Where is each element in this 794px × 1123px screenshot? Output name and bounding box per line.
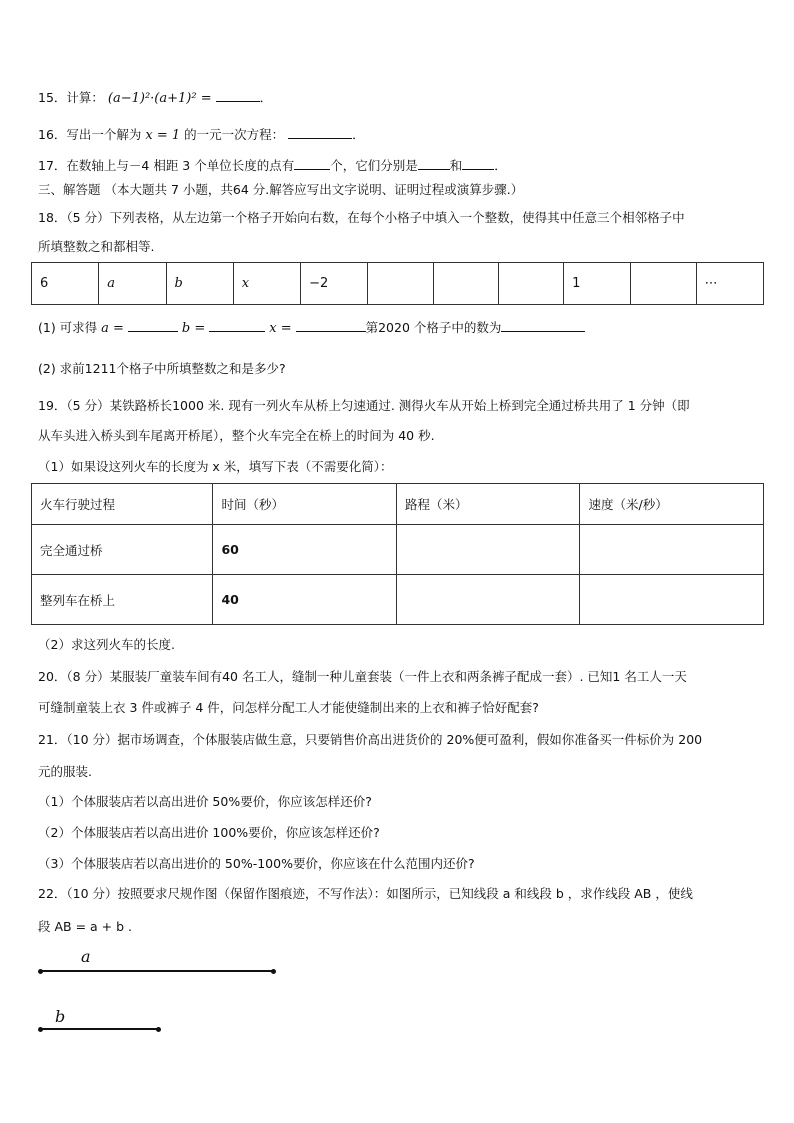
section-3-heading: 三、解答题 （本大题共 7 小题，共64 分.解答应写出文字说明、证明过程或演算步骤.） (38, 182, 524, 197)
question-15 (38, 89, 272, 107)
q18-a-blank[interactable] (128, 319, 178, 332)
q16-mid: 的一元一次方程： (184, 127, 285, 142)
q15-suffix: ． (259, 90, 273, 105)
q18-b-blank[interactable] (209, 319, 265, 332)
q18-part-1 (38, 319, 585, 337)
segment-a (40, 970, 274, 972)
q18-part1-b: b = (181, 321, 206, 336)
segment-b (40, 1028, 158, 1030)
q21-line-2: 元的服装. (38, 764, 92, 779)
segment-a-end-point (271, 969, 276, 974)
train-table (31, 483, 764, 625)
row-on-bridge-speed[interactable] (580, 575, 764, 625)
q18-2020-blank[interactable] (501, 319, 585, 332)
table-row (32, 575, 764, 625)
q17-suffix: ． (494, 158, 507, 173)
segment-b-end-point (156, 1027, 161, 1032)
q16-answer-blank[interactable] (288, 126, 352, 139)
question-16 (38, 126, 365, 144)
sequence-row (32, 263, 764, 305)
q19-line-2: 从车头进入桥头到车尾离开桥尾），整个火车完全在桥上的时间为 40 秒. (38, 428, 435, 443)
q16-suffix: ． (352, 127, 365, 142)
q16-prefix: 16．写出一个解为 (38, 127, 142, 142)
q22-line-1: 22．（10 分）按照要求尺规作图（保留作图痕迹，不写作法）：如图所示，已知线段 a 和线段 b ，求作线段 AB ，使线 (38, 886, 693, 901)
seq-cell-5[interactable]: −2 (301, 263, 368, 305)
row-on-bridge-process: 整列车在桥上 (32, 575, 213, 625)
q16-condition: x = 1 (145, 128, 181, 143)
q18-part1-tail: 第2020 个格子中的数为 (365, 320, 502, 335)
q15-expression: (a−1)²·(a+1)² = (107, 91, 212, 106)
seq-cell-2[interactable]: a (99, 263, 166, 305)
q21-part-3: （3）个体服装店若以高出进价的 50%-100%要价，你应该在什么范围内还价? (38, 856, 475, 871)
q19-part-1: （1）如果设这列火车的长度为 x 米，填写下表（不需要化简）： (38, 459, 393, 474)
segment-b-label: b (55, 1007, 66, 1026)
seq-cell-3[interactable]: b (166, 263, 233, 305)
q18-part1-a: a = (101, 321, 124, 336)
header-distance: 路程（米） (396, 484, 580, 525)
seq-cell-11: ⋯ (696, 263, 763, 305)
question-17 (38, 157, 507, 174)
row-pass-bridge-time: 60 (213, 525, 397, 575)
seq-cell-9[interactable]: 1 (564, 263, 631, 305)
seq-cell-1[interactable]: 6 (32, 263, 99, 305)
row-pass-bridge-speed[interactable] (580, 525, 764, 575)
q18-line-2: 所填整数之和都相等. (38, 239, 155, 254)
q20-line-1: 20．（8 分）某服装厂童装车间有40 名工人，缝制一种儿童套装（一件上衣和两条裤子配成一套）. 已知1 名工人一天 (38, 669, 687, 684)
seq-cell-8[interactable] (498, 263, 563, 305)
row-pass-bridge-process: 完全通过桥 (32, 525, 213, 575)
seq-cell-4[interactable]: x (233, 263, 300, 305)
q22-line-2: 段 AB = a + b . (38, 919, 132, 934)
q18-part-2: (2) 求前1211个格子中所填整数之和是多少? (38, 361, 286, 376)
seq-cell-7[interactable] (433, 263, 498, 305)
seq-cell-6[interactable] (368, 263, 433, 305)
q21-part-2: （2）个体服装店若以高出进价 100%要价，你应该怎样还价? (38, 825, 380, 840)
seq-cell-10[interactable] (631, 263, 696, 305)
q18-part1-label: (1) 可求得 (38, 320, 98, 335)
row-on-bridge-distance[interactable] (396, 575, 580, 625)
q15-prefix: 15．计算： (38, 90, 104, 105)
row-pass-bridge-distance[interactable] (396, 525, 580, 575)
sequence-table (31, 262, 764, 305)
q21-line-1: 21．（10 分）据市场调查，个体服装店做生意，只要销售价高出进货价的 20%便可盈利，假如你准备买一件标价为 200 (38, 732, 703, 747)
q17-count-blank[interactable] (294, 157, 330, 170)
q18-part1-x: x = (269, 321, 292, 336)
q19-line-1: 19．（5 分）某铁路桥长1000 米. 现有一列火车从桥上匀速通过. 测得火车从开始上桥到完全通过桥共用了 1 分钟（即 (38, 398, 690, 413)
q17-text-2: 个，它们分别是 (330, 158, 418, 173)
q19-part-2: （2）求这列火车的长度. (38, 637, 175, 652)
q17-point2-blank[interactable] (462, 157, 494, 170)
q17-point1-blank[interactable] (418, 157, 450, 170)
q18-line-1: 18．（5 分）下列表格，从左边第一个格子开始向右数，在每个小格子中填入一个整数，使得其中任意三个相邻格子中 (38, 210, 685, 225)
header-process: 火车行驶过程 (32, 484, 213, 525)
q17-text-1: 17．在数轴上与－4 相距 3 个单位长度的点有 (38, 158, 295, 173)
header-time: 时间（秒） (213, 484, 397, 525)
q15-answer-blank[interactable] (216, 89, 260, 102)
q18-x-blank[interactable] (296, 319, 366, 332)
train-table-header (32, 484, 764, 525)
q20-line-2: 可缝制童装上衣 3 件或裤子 4 件，问怎样分配工人才能使缝制出来的上衣和裤子恰好配套? (38, 700, 539, 715)
q17-text-3: 和 (449, 158, 463, 173)
q21-part-1: （1）个体服装店若以高出进价 50%要价，你应该怎样还价? (38, 794, 372, 809)
header-speed: 速度（米/秒） (580, 484, 764, 525)
table-row (32, 525, 764, 575)
row-on-bridge-time: 40 (213, 575, 397, 625)
segment-a-label: a (81, 947, 91, 966)
